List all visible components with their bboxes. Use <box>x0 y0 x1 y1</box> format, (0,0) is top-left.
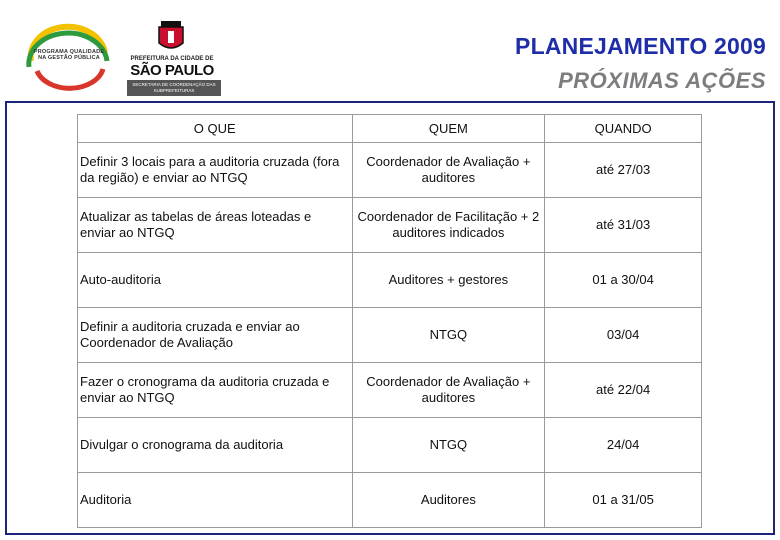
column-header-quando: QUANDO <box>545 115 702 143</box>
cell-oque: Atualizar as tabelas de áreas loteadas e enviar ao NTGQ <box>78 198 353 253</box>
table-row <box>78 143 702 198</box>
table-row <box>78 363 702 418</box>
secretaria-label: SECRETARIA DE COORDENAÇÃO DAS SUBPREFEITURAS <box>127 80 221 96</box>
cell-quando: 01 a 31/05 <box>545 473 702 528</box>
cell-quando: 01 a 30/04 <box>545 253 702 308</box>
program-logo-text: PROGRAMA QUALIDADE NA GESTÃO PÚBLICA <box>33 49 105 61</box>
cell-oque: Definir a auditoria cruzada e enviar ao Coordenador de Avaliação <box>78 308 353 363</box>
column-header-oque: O QUE <box>78 115 353 143</box>
table-row <box>78 253 702 308</box>
table-row <box>78 308 702 363</box>
cell-quem: Coordenador de Avaliação + auditores <box>352 363 545 418</box>
cell-quando: até 22/04 <box>545 363 702 418</box>
cell-oque: Fazer o cronograma da auditoria cruzada e enviar ao NTGQ <box>78 363 353 418</box>
cell-quando: até 27/03 <box>545 143 702 198</box>
cell-quando: até 31/03 <box>545 198 702 253</box>
page-subtitle: PRÓXIMAS AÇÕES <box>558 68 766 93</box>
table-header-row <box>78 115 702 143</box>
cell-quem: Auditores + gestores <box>352 253 545 308</box>
cell-quando: 24/04 <box>545 418 702 473</box>
cell-oque: Definir 3 locais para a auditoria cruzada (fora da região) e enviar ao NTGQ <box>78 143 353 198</box>
column-header-quem: QUEM <box>352 115 545 143</box>
table-row <box>78 198 702 253</box>
actions-table <box>77 114 702 528</box>
city-name: SÃO PAULO <box>130 62 214 79</box>
table-row <box>78 473 702 528</box>
cell-oque: Divulgar o cronograma da auditoria <box>78 418 353 473</box>
cell-quem: Auditores <box>352 473 545 528</box>
table-row <box>78 418 702 473</box>
prefeitura-label: PREFEITURA DA CIDADE DE <box>130 56 214 62</box>
sao-paulo-crest-icon <box>151 19 191 55</box>
cell-oque: Auditoria <box>78 473 353 528</box>
cell-quem: Coordenador de Facilitação + 2 auditores indicados <box>352 198 545 253</box>
cell-quem: NTGQ <box>352 308 545 363</box>
cell-quando: 03/04 <box>545 308 702 363</box>
cell-quem: NTGQ <box>352 418 545 473</box>
header-logos <box>8 6 226 98</box>
cell-oque: Auto-auditoria <box>78 253 353 308</box>
cell-quem: Coordenador de Avaliação + auditores <box>352 143 545 198</box>
page-title: PLANEJAMENTO 2009 <box>515 33 766 59</box>
